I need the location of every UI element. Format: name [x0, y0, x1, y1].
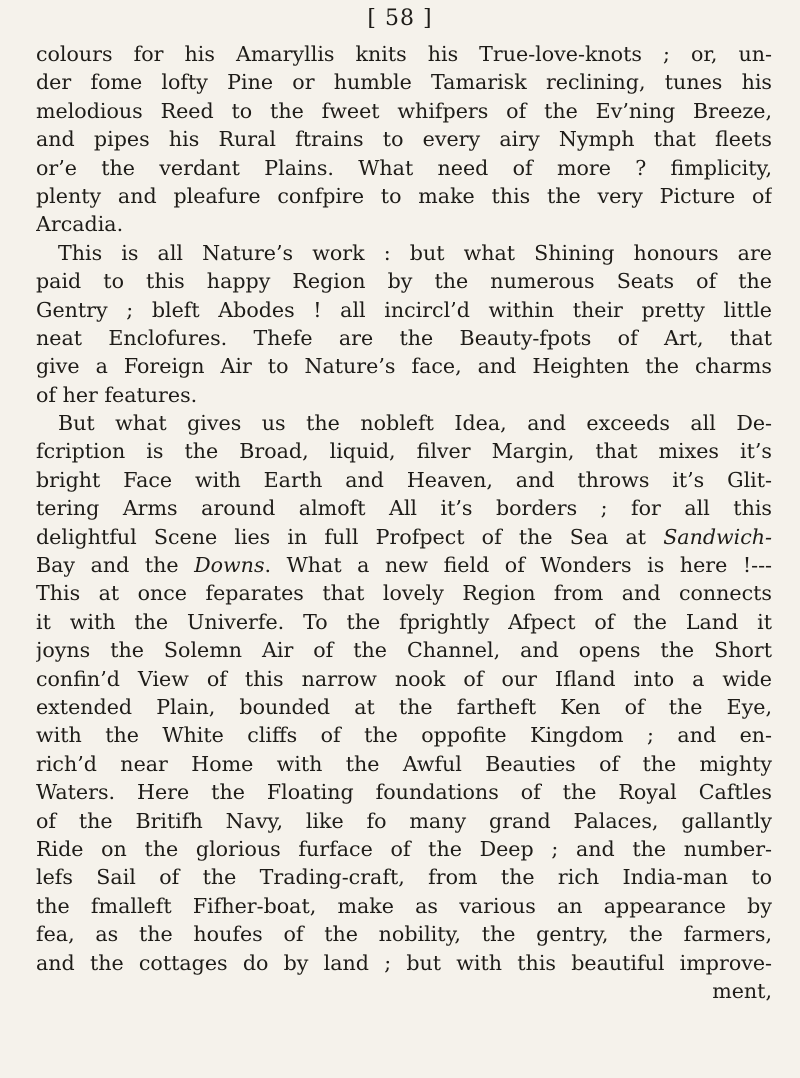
text-line: the fmalleft Fifher-boat, make as various an appearance by	[36, 893, 772, 918]
text-line: of the Britifh Navy, like fo many grand Palaces, gallantly	[36, 808, 772, 833]
text-line: This is all Nature’s work : but what Shining honours are	[58, 240, 772, 265]
text-line: der fome lofty Pine or humble Tamarisk reclining, tunes his	[36, 70, 772, 95]
text-line: But what gives us the nobleft Idea, and exceeds all De-	[58, 411, 772, 436]
italic-word: Downs	[194, 553, 265, 578]
text-line: melodious Reed to the fweet whifpers of the Ev’ning Breeze,	[36, 98, 772, 123]
text-line: and pipes his Rural ftrains to every airy Nymph that fleets	[36, 127, 772, 152]
text-line: Waters. Here the Floating foundations of the Royal Caftles	[36, 780, 772, 805]
text-line: extended Plain, bounded at the fartheft Ken of the Eye,	[36, 694, 772, 719]
text-line: confin’d View of this narrow nook of our Ifland into a wide	[36, 666, 772, 691]
text-line: Ride on the glorious furface of the Deep ; and the number-	[36, 836, 772, 861]
text-line: with the White cliffs of the oppofite Kingdom ; and en-	[36, 723, 772, 748]
text-line: delightful Scene lies in full Profpect of the Sea at Sandwich-	[36, 524, 772, 549]
text-line: colours for his Amaryllis knits his True-love-knots ; or, un-	[36, 42, 772, 66]
text-line: fea, as the houfes of the nobility, the gentry, the farmers,	[36, 922, 772, 947]
text-line: tering Arms around almoft All it’s borders ; for all this	[36, 496, 772, 521]
text-line: Gentry ; bleft Abodes ! all incircl’d within their pretty little	[36, 297, 772, 322]
text-line: paid to this happy Region by the numerous Seats of the	[36, 269, 772, 294]
text-line: neat Enclofures. Thefe are the Beauty-fpots of Art, that	[36, 325, 772, 350]
page-number-header: [ 58 ]	[367, 6, 433, 31]
text-line: plenty and pleafure confpire to make this the very Picture of	[36, 183, 772, 208]
text-line: Bay and the Downs. What a new field of Wonders is here !---	[36, 553, 772, 578]
text-line: joyns the Solemn Air of the Channel, and opens the Short	[36, 638, 772, 663]
text-line: or’e the verdant Plains. What need of more ? fimplicity,	[36, 155, 772, 180]
text-line: give a Foreign Air to Nature’s face, and Heighten the charms	[36, 354, 772, 379]
text-line: This at once feparates that lovely Region from and connects	[36, 581, 772, 606]
text-line: bright Face with Earth and Heaven, and throws it’s Glit-	[36, 467, 772, 492]
text-line: and the cottages do by land ; but with this beautiful improve-	[36, 950, 772, 975]
text-line: of her features.	[36, 382, 198, 407]
text-line: ment,	[712, 978, 772, 1003]
text-line: rich’d near Home with the Awful Beauties of the mighty	[36, 751, 772, 776]
body-text	[36, 40, 772, 1005]
text-line: fcription is the Broad, liquid, filver Margin, that mixes it’s	[36, 439, 772, 464]
text-line: Arcadia.	[36, 212, 124, 237]
text-line: lefs Sail of the Trading-craft, from the rich India-man to	[36, 865, 772, 890]
italic-word: Sandwich-	[663, 524, 772, 549]
text-line: it with the Univerfe. To the fprightly Afpect of the Land it	[36, 609, 772, 634]
